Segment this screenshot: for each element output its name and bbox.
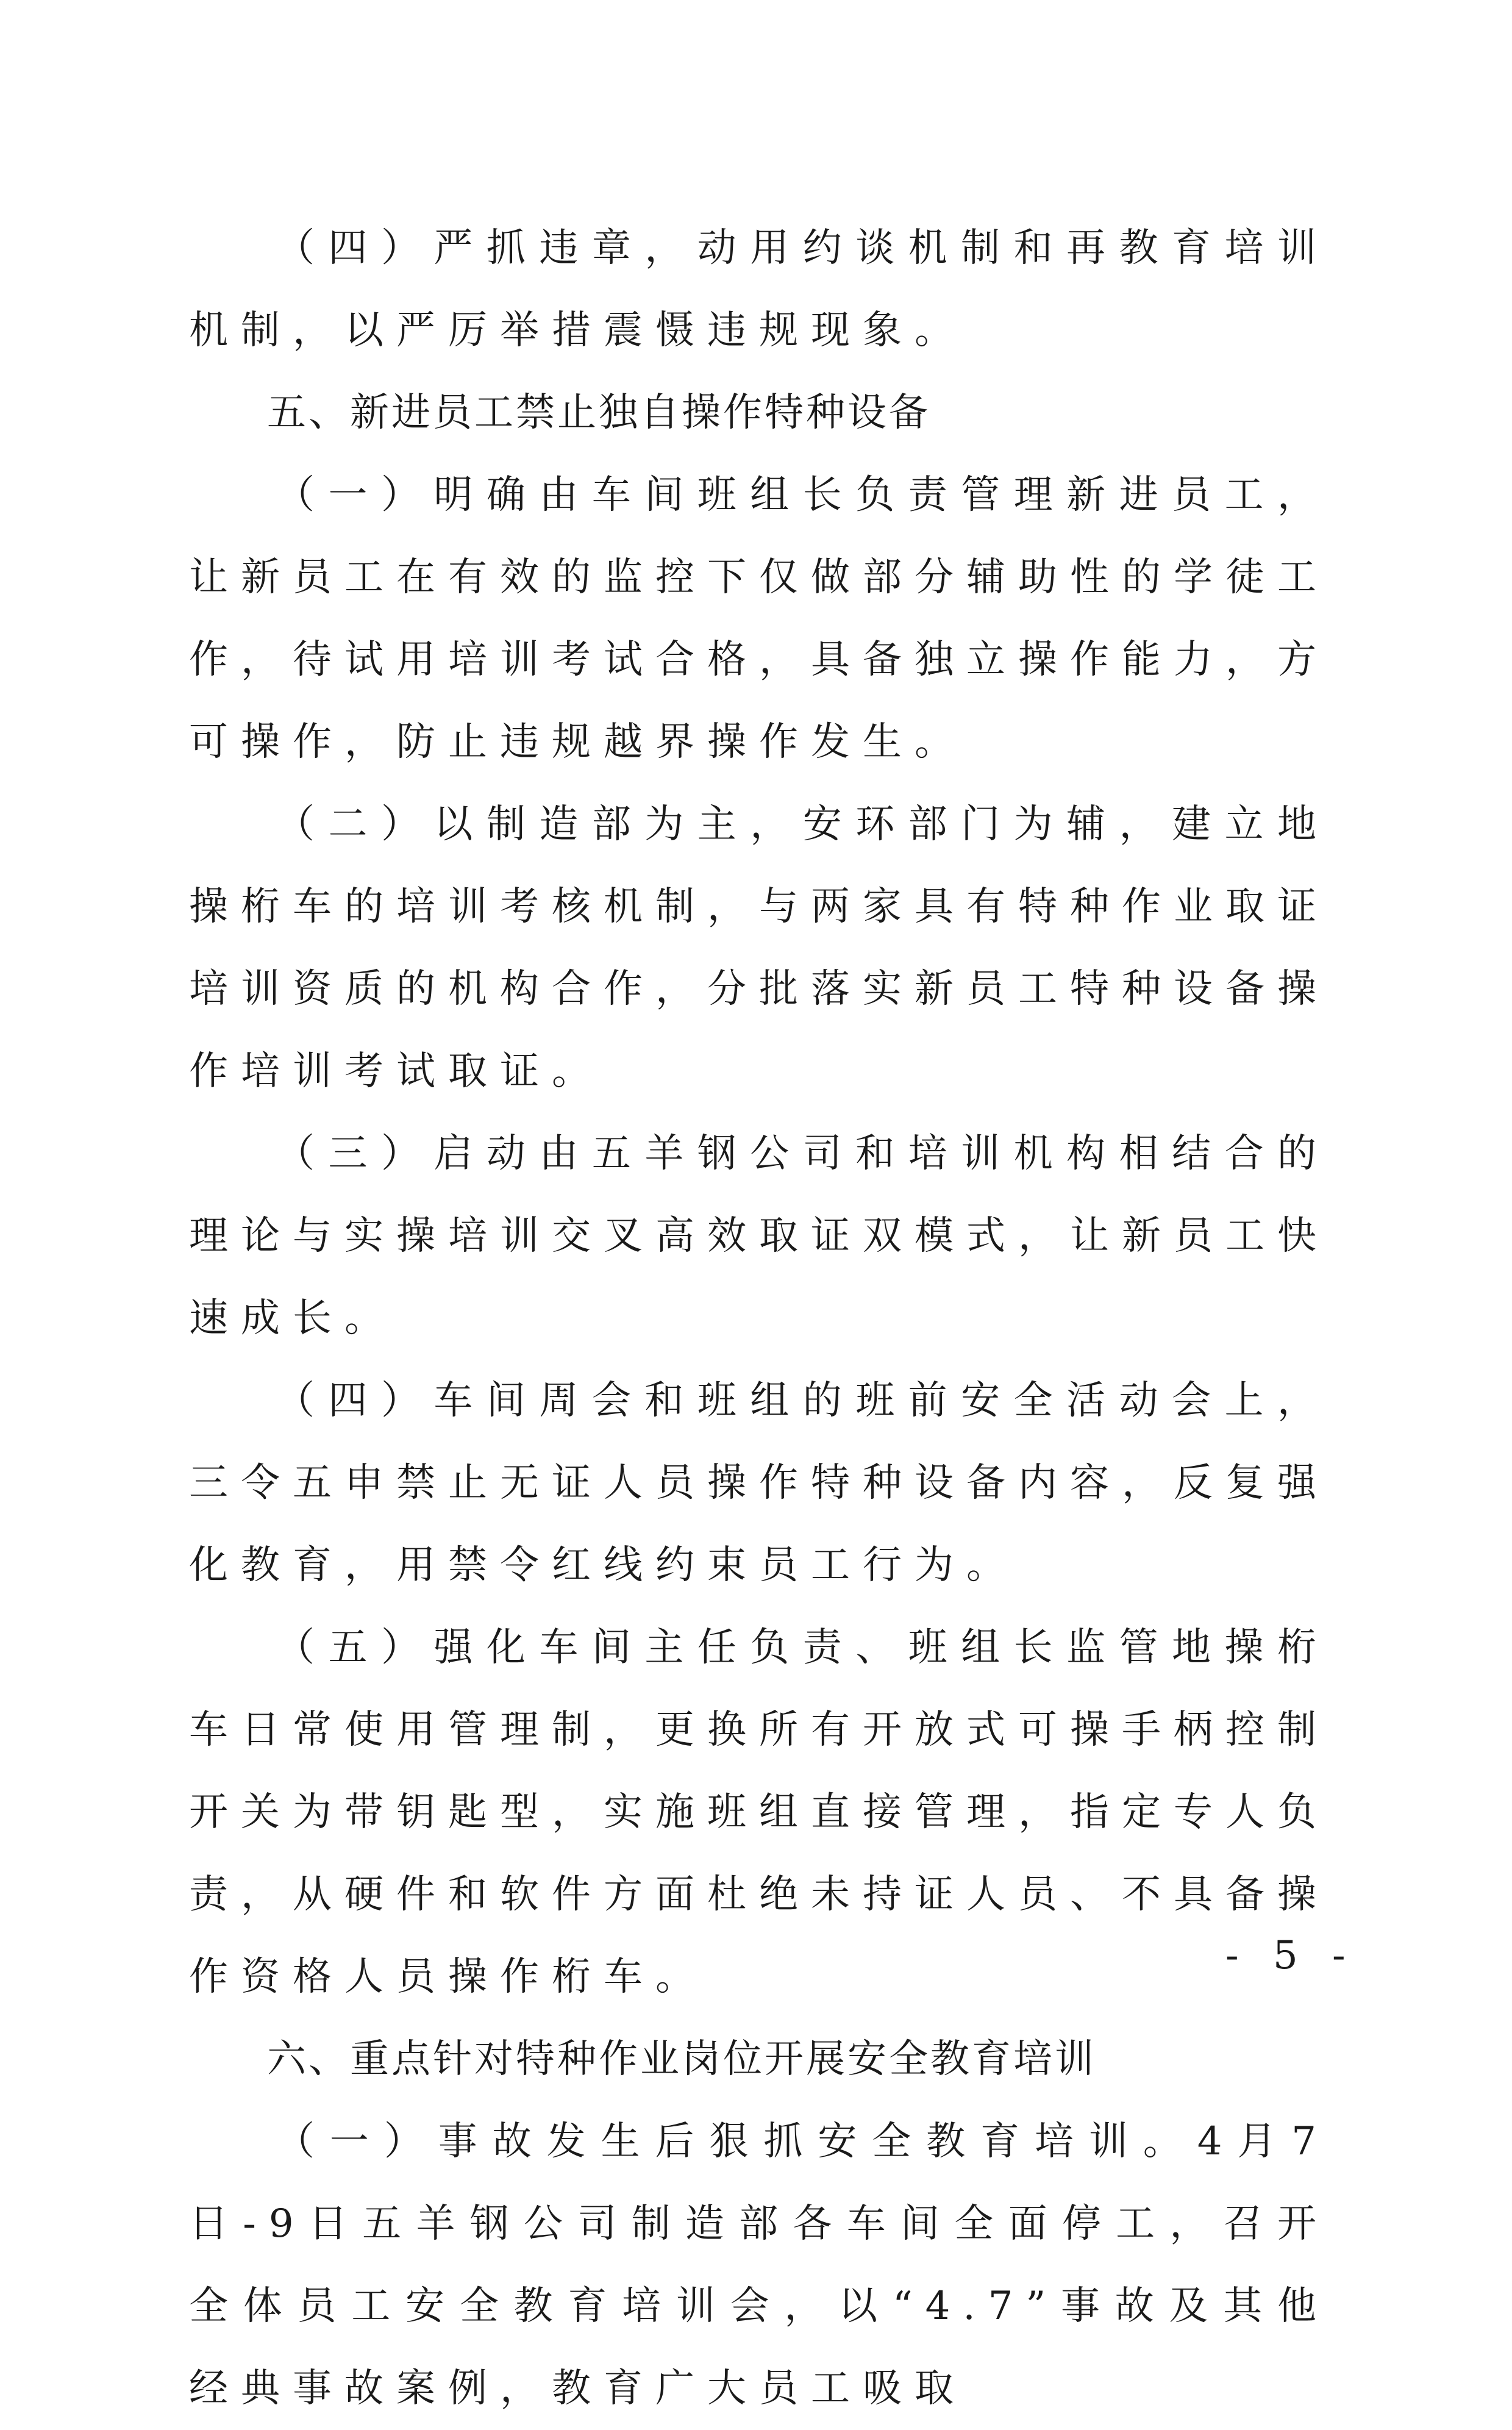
page-number: - 5 -: [1225, 1933, 1357, 1978]
paragraph-5-5: （五）强化车间主任负责、班组长监管地操桁车日常使用管理制，更换所有开放式可操手柄控制开关为带钥匙型，实施班组直接管理，指定专人负责，从硬件和软件方面杜绝未持证人员、不具备操作资格人员操作桁车。: [189, 1625, 1329, 1999]
document-body: [189, 207, 1329, 2430]
paragraph-5-3: （三）启动由五羊钢公司和培训机构相结合的理论与实操培训交叉高效取证双模式，让新员工快速成长。: [189, 1131, 1329, 1341]
paragraph-5-1: （一）明确由车间班组长负责管理新进员工，让新员工在有效的监控下仅做部分辅助性的学徒工作，待试用培训考试合格，具备独立操作能力，方可操作，防止违规越界操作发生。: [189, 473, 1329, 765]
section-heading-6: 六、重点针对特种作业岗位开展安全教育培训: [267, 2037, 1096, 2082]
paragraph-6-1: （一）事故发生后狠抓安全教育培训。4月7日-9日五羊钢公司制造部各车间全面停工，召开全体员工安全教育培训会，以“4.7”事故及其他经典事故案例，教育广大员工吸取: [189, 2119, 1329, 2411]
section-heading-5: 五、新进员工禁止独自操作特种设备: [267, 390, 930, 435]
paragraph-5-4: （四）车间周会和班组的班前安全活动会上，三令五申禁止无证人员操作特种设备内容，反复强化教育，用禁令红线约束员工行为。: [189, 1378, 1329, 1588]
paragraph-4-strict-violations: （四）严抓违章，动用约谈机制和再教育培训机制，以严厉举措震慑违规现象。: [189, 226, 1329, 353]
paragraph-5-2: （二）以制造部为主，安环部门为辅，建立地操桁车的培训考核机制，与两家具有特种作业取证培训资质的机构合作，分批落实新员工特种设备操作培训考试取证。: [189, 802, 1329, 1094]
